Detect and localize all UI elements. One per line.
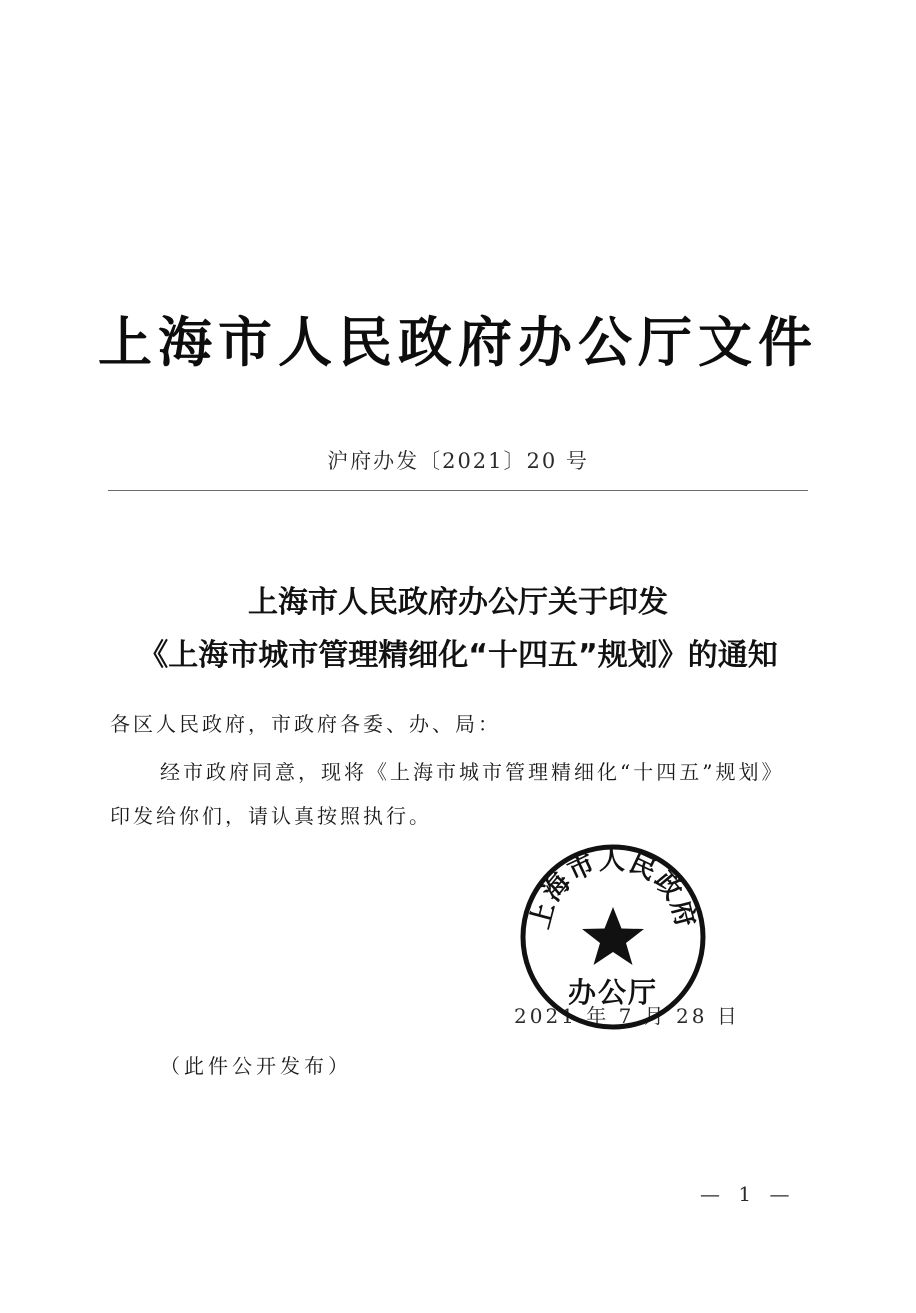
body-paragraph-line1: 经市政府同意，现将《上海市城市管理精细化“十四五”规划》 [160, 760, 785, 784]
seal-arc-text: 上海市人民政府 [525, 845, 701, 933]
body-paragraph-line2: 印发给你们，请认真按照执行。 [110, 804, 432, 828]
issuer-header-title: 上海市人民政府办公厅文件 [98, 311, 818, 374]
seal-bottom-text: 办公厅 [567, 976, 659, 1009]
notice-title-line2: 《上海市城市管理精细化“十四五”规划》的通知 [138, 638, 778, 673]
header-divider [108, 490, 808, 491]
official-seal [518, 842, 708, 1032]
notice-title-line1: 上海市人民政府办公厅关于印发 [248, 585, 668, 620]
star-icon [582, 907, 644, 965]
salutation: 各区人民政府，市政府各委、办、局： [110, 712, 501, 736]
public-release-note: （此件公开发布） [160, 1054, 352, 1078]
issue-date: 2021 年 7 月 28 日 [514, 1004, 740, 1028]
page-number: — 1 — [700, 1182, 796, 1206]
document-number: 沪府办发〔2021〕20 号 [327, 449, 589, 473]
